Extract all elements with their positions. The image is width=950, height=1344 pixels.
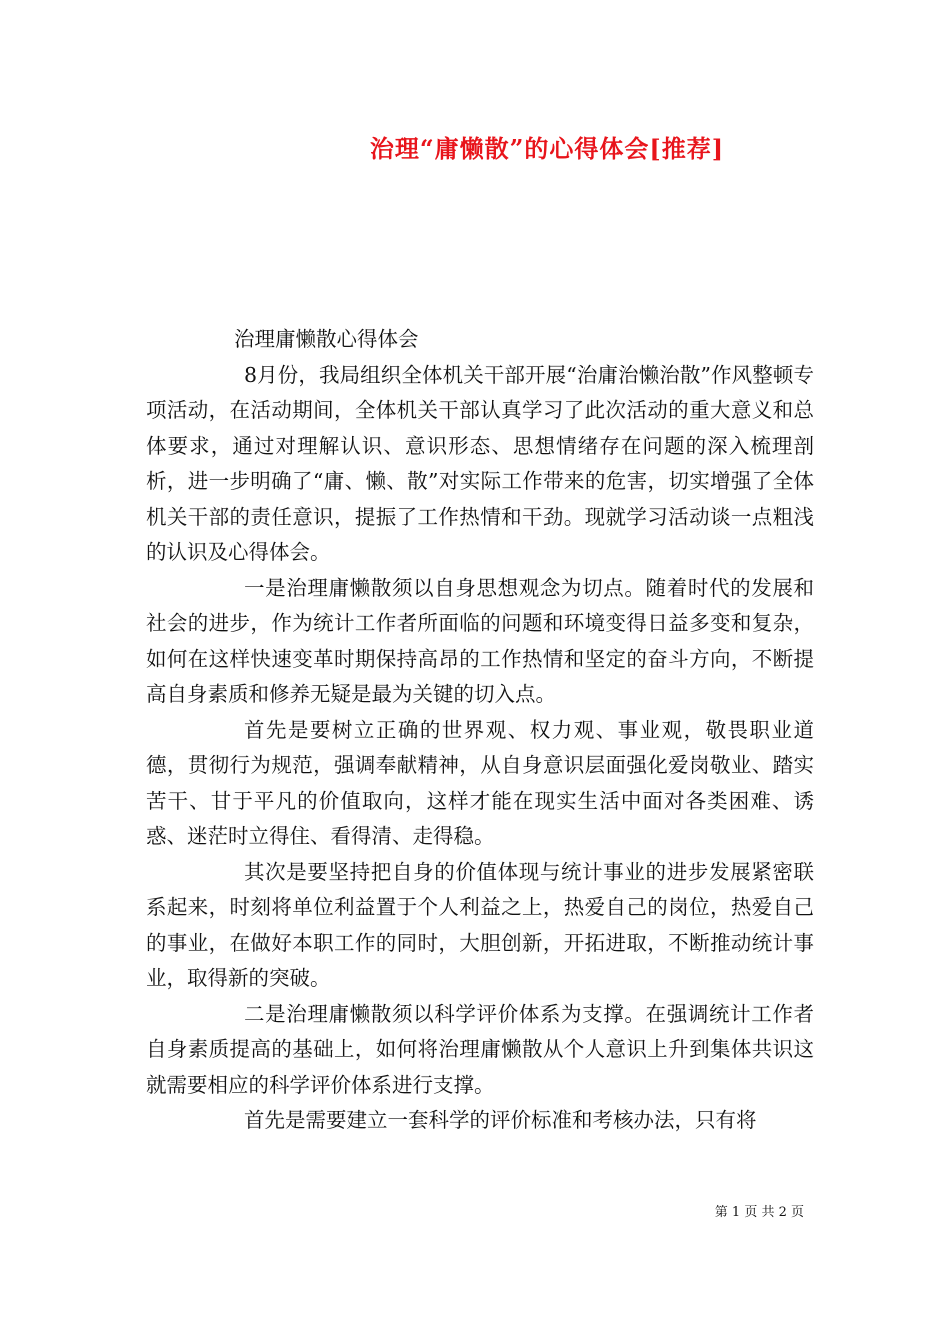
page-footer: 第 1 页 共 2 页 [714,1205,804,1220]
paragraph: 8月份，我局组织全体机关干部开展“治庸治懒治散”作风整顿专项活动，在活动期间，全体机关干部认真学习了此次活动的重大意义和总体要求，通过对理解认识、意识形态、思想情绪存在问题的深入梳理剖析，进一步明确了“庸、懒、散”对实际工作带来的危害，切实增强了全体机关干部的责任意识，提振了工作热情和干劲。现就学习活动谈一点粗浅的认识及心得体会。 [146,362,814,564]
document-body [146,322,814,1139]
paragraph: 首先是要树立正确的世界观、权力观、事业观，敬畏职业道德，贯彻行为规范，强调奉献精神，从自身意识层面强化爱岗敬业、踏实苦干、甘于平凡的价值取向，这样才能在现实生活中面对各类困难、诱惑、迷茫时立得住、看得清、走得稳。 [146,717,814,848]
paragraph: 二是治理庸懒散须以科学评价体系为支撑。在强调统计工作者自身素质提高的基础上，如何将治理庸懒散从个人意识上升到集体共识这就需要相应的科学评价体系进行支撑。 [146,1001,814,1097]
page-title: 治理“庸懒散”的心得体会[推荐] [369,134,725,163]
paragraph: 一是治理庸懒散须以自身思想观念为切点。随着时代的发展和社会的进步，作为统计工作者所面临的问题和环境变得日益多变和复杂，如何在这样快速变革时期保持高昂的工作热情和坚定的奋斗方向，不断提高自身素质和修养无疑是最为关键的切入点。 [146,575,814,706]
document-heading: 治理庸懒散心得体会 [234,327,419,351]
paragraph: 首先是需要建立一套科学的评价标准和考核办法，只有将 [244,1108,757,1132]
paragraph: 其次是要坚持把自身的价值体现与统计事业的进步发展紧密联系起来，时刻将单位利益置于个人利益之上，热爱自己的岗位，热爱自己的事业，在做好本职工作的同时，大胆创新，开拓进取，不断推动统计事业，取得新的突破。 [146,859,814,990]
